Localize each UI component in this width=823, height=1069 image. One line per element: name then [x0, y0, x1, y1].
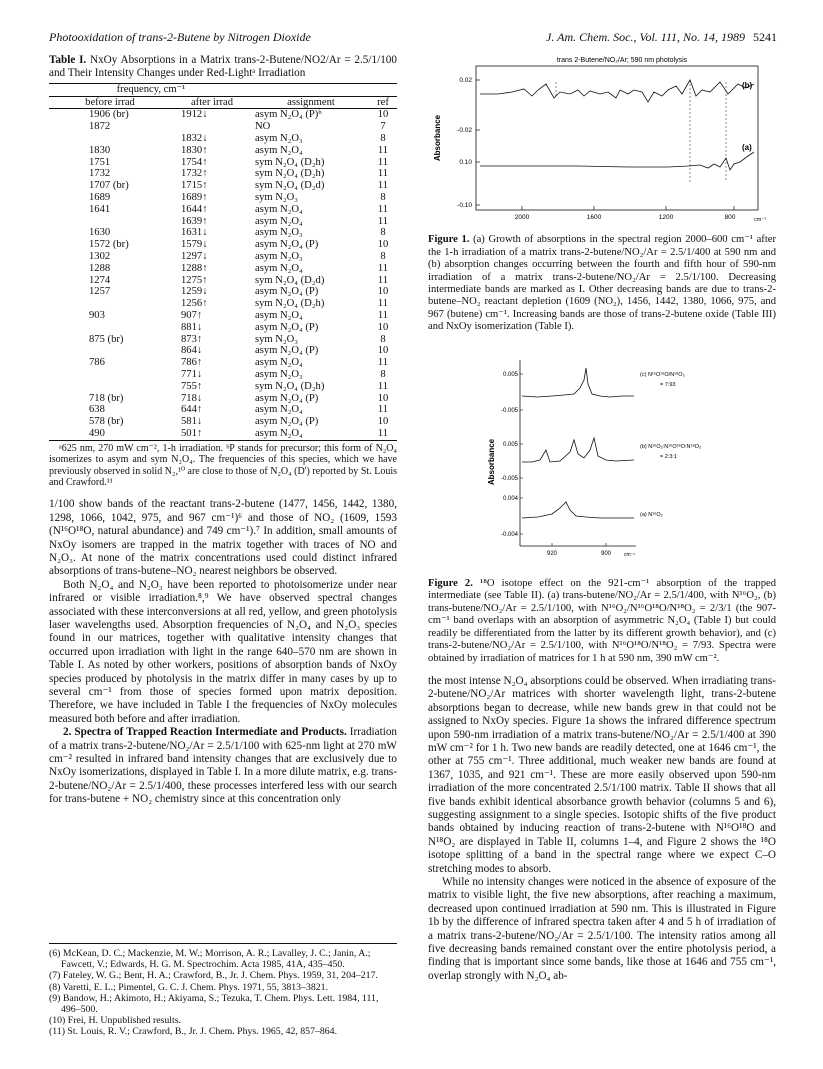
table-cell: 644↑: [181, 404, 203, 416]
table-cell: asym N₂O₄: [255, 203, 303, 215]
table-cell: 1832↓: [181, 133, 208, 144]
table-cell: 8: [380, 191, 386, 203]
table-row: [49, 121, 397, 133]
table-cell: asym N₂O₄: [255, 144, 303, 156]
table-row: [49, 239, 397, 251]
table-cell: 1689↑: [181, 191, 208, 203]
figure2-trace-b-ratio: = 2:3:1: [660, 453, 677, 460]
table-cell: 1732: [89, 168, 111, 180]
table-cell: 1302: [89, 250, 111, 262]
figure2-trace-b: [522, 438, 634, 462]
table-cell: 8: [380, 333, 386, 345]
table-cell: 1830: [89, 144, 111, 156]
table-cell: 8: [380, 368, 386, 380]
table-cell: 11: [377, 180, 389, 192]
table-row: [49, 286, 397, 298]
table-cell: 11: [377, 298, 389, 310]
section2-heading: 2. Spectra of Trapped Reaction Intermediate and Products.: [63, 726, 347, 739]
table-cell: 11: [369, 428, 397, 440]
table-row: [49, 345, 397, 357]
figure2-trace-c: [522, 368, 634, 397]
table-row: [49, 369, 397, 381]
figure1-ytick: 0.10: [459, 159, 472, 166]
right-column: [428, 54, 776, 983]
figure2-trace-a: [522, 502, 634, 518]
table-cell: [49, 298, 171, 310]
table-cell: 907↑: [181, 309, 203, 321]
figure1-caption: [428, 234, 776, 333]
table-cell: 10: [377, 416, 389, 428]
table-cell: 1259↓: [181, 286, 208, 298]
table-cell: 1641: [89, 203, 111, 215]
table-row: [49, 381, 397, 393]
table-cell: 1297↓: [181, 250, 208, 262]
figure2-ytick: -0.005: [500, 407, 518, 414]
table-cell: 718 (br): [89, 392, 124, 404]
table-cell: [49, 345, 171, 357]
table-cell: 875 (br): [89, 333, 124, 345]
figure2-spectrum: [428, 350, 776, 568]
figure2-trace-a-label: (a) N¹⁶O₂: [640, 511, 663, 518]
table-cell: 1912↓: [181, 109, 208, 121]
table-cell: 11: [377, 156, 389, 168]
table-cell: 1572 (br): [89, 239, 129, 251]
table-cell: 8: [380, 250, 386, 262]
table-cell: 1751: [89, 156, 111, 168]
figure2-caption: [428, 578, 776, 665]
table-cell: 1830↑: [181, 144, 208, 156]
table-cell: asym N₂O₄: [255, 262, 303, 274]
table-cell: 864↓: [181, 345, 203, 357]
table-cell: 578 (br): [89, 416, 124, 428]
table1-col-header: ref: [369, 96, 397, 109]
figure2-ytick: 0.005: [502, 371, 518, 378]
table-cell: 1631↓: [181, 227, 208, 239]
figure2-trace-c-label: (c) N¹⁶O¹⁶O/N¹⁸O₂: [640, 371, 685, 378]
figure1-ylabel: Absorbance: [433, 114, 442, 162]
table-cell: asym N₂O₃: [255, 250, 303, 262]
table-cell: 581↓: [181, 416, 203, 428]
table-cell: 1288: [89, 262, 111, 274]
table-cell: sym N₂O₄ (D₂h): [255, 298, 325, 310]
table-cell: asym N₂O₄ (P): [255, 392, 319, 404]
table-cell: asym N₂O₄: [255, 215, 303, 227]
figure1-xtick: 2000: [514, 214, 530, 221]
figure1-xtick: 800: [724, 214, 736, 221]
table-row: [49, 204, 397, 216]
figure1-xtick: 1200: [658, 214, 674, 221]
table-cell: [49, 322, 171, 334]
figure1-spectrum: [428, 54, 776, 230]
figure2-trace-b-label: (b) N¹⁶O₂:N¹⁶O¹⁸O:N¹⁸O₂: [640, 443, 702, 450]
table-cell: 7: [380, 121, 386, 133]
figure1-ytick: -0.10: [457, 202, 472, 209]
table1: [49, 83, 397, 441]
table-cell: 718↓: [181, 392, 203, 404]
table-cell: 11: [377, 404, 389, 416]
table-cell: 501↑: [171, 428, 253, 440]
figure1-trace-b: [480, 80, 754, 102]
table-cell: 10: [377, 345, 389, 357]
reference-item: (10) Frei, H. Unpublished results.: [49, 1015, 181, 1027]
figure2-ytick: 0.004: [502, 495, 518, 502]
table-cell: sym N₂O₃: [255, 333, 298, 345]
table-cell: asym N₂O₃: [255, 227, 303, 239]
table-cell: 755↑: [181, 380, 203, 392]
right-paragraph: While no intensity changes were noticed in the absence of exposure of the matrix to visible light, the five new absorptions, after reaching a maximum, decreased upon continued irradiation at 590 nm. This is illustrated in Figure 1b by the difference of infrared spectra taken after 4 and 5 h of irradiation of a matrix trans-2-butene/NO₂/Ar = 2.5/1/100. The intensity ratios among all five decreasing bands remained constant over the entire photolysis period, a finding that is important since some bands, like those at 1646 and 755 cm⁻¹, overlap strongly with N₂O₄ ab-: [428, 876, 776, 982]
left-paragraph: Both N₂O₄ and N₂O₃ have been reported to photoisomerize under near infrared or visible irradiation.⁸,⁹ We have observed spectral changes associated with these interconversions at all red, yellow, and green photolysis laser wavelengths used. Absorption frequencies of N₂O₄ and N₂O₃ species found in our matrices, together with qualitative intensity changes that occurred upon irradiation with light in the range 640–570 nm are shown in Table I. As noted by other workers, positions of absorption bands of NxOy species produced by photolysis in the matrix differ in many cases by up to several cm⁻¹ from those of species formed upon matrix deposition. Therefore, we have included in Table I the frequencies of NxOy molecules measured both before and after irradiation.: [49, 578, 397, 725]
table-cell: [171, 121, 253, 133]
table-cell: 11: [377, 274, 389, 286]
table-row: [49, 168, 397, 180]
table-cell: 1256↑: [181, 298, 208, 310]
table-cell: 11: [377, 309, 389, 321]
table-cell: asym N₂O₄ (P): [255, 286, 319, 298]
table-cell: 8: [380, 227, 386, 239]
table-row: [49, 310, 397, 322]
table-cell: 1715↑: [181, 180, 208, 192]
left-column: [49, 54, 397, 807]
table-cell: asym N₂O₄: [253, 428, 369, 440]
figure2-ytick: -0.004: [500, 531, 518, 538]
table-cell: asym N₂O₄ (P)ᵇ: [255, 109, 322, 121]
table-cell: 786↑: [181, 357, 203, 369]
table-row: [49, 251, 397, 263]
table-cell: sym N₂O₄ (D₂d): [255, 274, 325, 286]
figure1-caption-text: (a) Growth of absorptions in the spectral region 2000–600 cm⁻¹ after the 1-h irradiation of a matrix trans-2-butene/NO₂/Ar = 2.5/1/400 at 590 nm and (b) absorption changes occurring between the fourth and fifth hour of 590-nm irradiation of a matrix trans-2-butene/NO₂/Ar = 2.5/1/100. Decreasing intermediate bands are marked as I. Other decreasing bands are due to trans-2-butene–NO₂ reactant depletion (1609 (NO₂), 1456, 1442, 1380, 1066, 975, and 967 (butene) cm⁻¹. Increasing bands are those of trans-2-butene oxide (Table III) and NxOy isomerization (Table I).: [428, 234, 777, 333]
table-row: [49, 109, 397, 121]
table-cell: asym N₂O₄ (P): [255, 239, 319, 251]
table-row: [49, 404, 397, 416]
table1-caption: [49, 54, 397, 81]
right-paragraph: the most intense N₂O₄ absorptions could be observed. When irradiating trans-2-butene/NO₂/Ar matrices with shorter wavelength light, trans-2-butene absorptions began to decrease, while new bands grew in that could not be assigned to NxOy species. Figure 1a shows the infrared difference spectrum upon 590-nm irradiation of a matrix trans-butene/NO₂/Ar = 2.5/1/400 at 390 mW cm⁻² for 1 h. Two new bands are readily detected, one at 1646 cm⁻¹, the other at 755 cm⁻¹. Three additional, much weaker new bands are found at 1367, 1035, and 921 cm⁻¹. These are more easily observed upon 590-nm irradiation of the more concentrated 2.5/1/100 matrix. Table II shows that all five bands exhibit identical absorbance growth behavior (columns 5 and 6), suggesting assignment to a single species. Isotopic shifts of the five product bands obtained by inducing reaction of trans-2-butene with N¹⁶O¹⁸O and N¹⁸O₂ are displayed in Table II, columns 1–4, and Figure 2 shows the ¹⁸O isotope splitting of a band in the spectral range where we expect C–O stretching modes to absorb.: [428, 674, 776, 875]
table-cell: asym N₂O₄ (P): [255, 321, 319, 333]
table-cell: 11: [377, 203, 389, 215]
table-cell: sym N₂O₄ (D₂h): [255, 168, 325, 180]
section2-text: Irradiation of a matrix trans-2-butene/NO₂/Ar = 2.5/1/100 with 625-nm light at 270 mW cm⁻² resulted in infrared band intensity changes that are exclusively due to NxOy isomerizations, displayed in Table I. In a more dilute matrix, e.g. trans-2-butene/NO₂/Ar = 2.5/1/400, these processes interfered less with our search for trans-butene + NO₂ chemistry since at this concentration only: [49, 726, 398, 806]
table1-label: Table I.: [49, 54, 87, 66]
reference-item: (11) St. Louis, R. V.; Crawford, B., Jr. J. Chem. Phys. 1965, 42, 857–864.: [49, 1026, 338, 1038]
table1-col-header: assignment: [253, 96, 369, 109]
reference-item: (8) Varetti, E. L.; Pimentel, G. C. J. Chem. Phys. 1971, 55, 3813–3821.: [49, 981, 329, 993]
table-row: [49, 298, 397, 310]
figure1-trace-b-label: (b): [742, 81, 753, 90]
table-cell: asym N₂O₄: [255, 357, 303, 369]
table-cell: 10: [377, 239, 389, 251]
table1-caption-text: NxOy Absorptions in a Matrix trans-2-Butene/NO2/Ar = 2.5/1/100 and Their Intensity Changes under Red-Lightᵃ Irradiation: [49, 54, 397, 80]
references: [49, 943, 397, 1038]
table-cell: 10: [377, 392, 389, 404]
figure1-caption-label: Figure 1.: [428, 234, 470, 246]
table-cell: 1579↓: [181, 239, 208, 251]
left-paragraph: 1/100 show bands of the reactant trans-2-butene (1477, 1456, 1442, 1380, 1298, 1066, 1042, 975, and 967 cm⁻¹)⁶ and those of NO₂ (1609, 1593 (N¹⁶O¹⁸O, natural abundance) and 749 cm⁻¹).⁷ In addition, small amounts of NxOy isomers are trapped in the matrix together with traces of NO and N₂O₃. At none of the matrix concentrations used could distinct infrared absorptions of trans-butene–NO₂ nearest neighbors be observed.: [49, 498, 397, 578]
figure2-xtick: 900: [600, 550, 612, 557]
table1-group-header: frequency, cm⁻¹: [49, 83, 253, 96]
table-cell: 8: [380, 133, 386, 144]
table-cell: sym N₂O₄ (D₂h): [255, 380, 325, 392]
table-cell: asym N₂O₄: [255, 404, 303, 416]
table-cell: [49, 133, 171, 145]
table-row: [49, 322, 397, 334]
table-cell: 771↓: [181, 368, 203, 380]
figure1-xtick: 1600: [586, 214, 602, 221]
table-row: [49, 275, 397, 287]
figure2-ytick: 0.005: [502, 441, 518, 448]
table-row: [49, 334, 397, 346]
table-cell: 903: [89, 309, 105, 321]
table-cell: asym N₂O₄ (P): [255, 345, 319, 357]
journal-citation: [546, 30, 777, 45]
table-cell: asym N₂O₃: [255, 133, 303, 144]
figure1-trace-a: [480, 152, 754, 170]
figure2-xtick: 920: [546, 550, 558, 557]
table-cell: 1906 (br): [89, 109, 129, 121]
figure2-caption-label: Figure 2.: [428, 578, 473, 590]
table-row: [49, 357, 397, 369]
table-cell: 1639↑: [181, 215, 208, 227]
table-cell: [49, 381, 171, 393]
table-cell: 1872: [89, 121, 111, 133]
figure2-ylabel: Absorbance: [487, 438, 496, 485]
table-row: [49, 133, 397, 145]
table-cell: 1257: [89, 286, 111, 298]
table-cell: 1707 (br): [89, 180, 129, 192]
figure2-caption-text: ¹⁸O isotope effect on the 921-cm⁻¹ absorption of the trapped intermediate (see Table II). (a) trans-butene/NO₂/Ar = 2.5/1/400, with N¹⁶O₂, (b) trans-butene/NO₂/Ar = 2.5/1/100, with N¹⁶O₂/N¹⁶O¹⁸O/N¹⁸O₂ = 2/3/1 (the 907-cm⁻¹ band overlaps with an absorption of asymmetric N₂O₄ (Table I) but could readily be differentiated from the latter by its different growth behavior), and (c) trans-2-butene/NO₂/Ar = 2.5/1/100, with N¹⁶O¹⁸O/N¹⁸O₂ = 7/93. Spectra were obtained by irradiation of matrices for 1 h at 590 nm, 390 mW cm⁻².: [428, 578, 777, 664]
journal-name: J. Am. Chem. Soc., Vol. 111, No. 14, 1989: [546, 30, 745, 44]
figure1-xunit: cm⁻¹: [754, 217, 767, 223]
table-cell: [49, 369, 171, 381]
table-cell: 490: [49, 428, 171, 440]
table1-footnote: ᵃ625 nm, 270 mW cm⁻², 1-h irradiation. ᵇP stands for precursor; this form of N₂O₄ isomerizes to asym and sym N₂O₄. The frequencies of this species, which we have previously observed in solid N₂,¹⁰ are close to those of N₂O₄ (D') reported by St. Louis and Crawford.¹¹: [49, 442, 397, 488]
section2-paragraph: [49, 726, 397, 806]
table-row: [49, 263, 397, 275]
table-cell: sym N₂O₃: [255, 191, 298, 203]
table-cell: 11: [377, 357, 389, 369]
table-row: [49, 145, 397, 157]
page-number: 5241: [753, 30, 777, 44]
table-cell: 11: [377, 262, 389, 274]
table-cell: 1288↑: [181, 262, 208, 274]
table-cell: 1689: [89, 191, 111, 203]
figure1-ytick: -0.02: [457, 127, 472, 134]
table1-body: [49, 109, 397, 440]
table-row: [49, 393, 397, 405]
table-cell: sym N₂O₄ (D₂h): [255, 156, 325, 168]
table-row: [49, 227, 397, 239]
table-cell: sym N₂O₄ (D₂d): [255, 180, 325, 192]
table-cell: asym N₂O₄: [255, 309, 303, 321]
table-cell: 1732↑: [181, 168, 208, 180]
table-cell: 1274: [89, 274, 111, 286]
table-cell: 10: [377, 286, 389, 298]
figure2-trace-c-ratio: = 7:93: [660, 381, 676, 388]
table1-col-header: after irrad: [171, 96, 253, 109]
figure2-ytick: -0.005: [500, 475, 518, 482]
table-cell: 1644↑: [181, 203, 208, 215]
figure1-frame: [476, 66, 758, 210]
table-cell: 11: [377, 380, 389, 392]
figure2-xunit: cm⁻¹: [624, 551, 635, 558]
table-cell: asym N₂O₃: [255, 368, 303, 380]
table-row: [49, 416, 397, 428]
table-cell: 11: [377, 168, 389, 180]
table1-col-header: before irrad: [49, 96, 171, 109]
table-row: [49, 180, 397, 192]
table-row: [49, 157, 397, 169]
running-title: Photooxidation of trans-2-Butene by Nitrogen Dioxide: [49, 30, 311, 44]
table-cell: 10: [377, 109, 389, 121]
table-row: [49, 428, 397, 440]
table-cell: 11: [377, 215, 389, 227]
table-cell: [49, 216, 171, 228]
table-cell: 1754↑: [181, 156, 208, 168]
table-row: [49, 192, 397, 204]
table-cell: 11: [377, 144, 389, 156]
table-cell: 881↓: [181, 321, 203, 333]
table-cell: 786: [89, 357, 105, 369]
table-cell: 1630: [89, 227, 111, 239]
table-cell: 1275↑: [181, 274, 208, 286]
table-cell: NO: [255, 121, 271, 133]
reference-item: (9) Bandow, H.; Akimoto, H.; Akiyama, S.; Tezuka, T. Chem. Phys. Lett. 1984, 111, 496–500.: [49, 992, 379, 1016]
reference-item: (6) McKean, D. C.; Mackenzie, M. W.; Morrison, A. R.; Lavalley, J. C.; Janin, A.; Fawcett, V.; Edwards, H. G. M. Spectrochim. Acta 1985, 41A, 435–450.: [49, 948, 371, 971]
table-row: [49, 216, 397, 228]
table-cell: 638: [89, 404, 105, 416]
reference-item: (7) Fateley, W. G.; Bent, H. A.; Crawford, B., Jr. J. Chem. Phys. 1959, 31, 204–217.: [49, 970, 378, 982]
table-cell: asym N₂O₄ (P): [255, 416, 319, 428]
figure1-ytick: 0.02: [459, 77, 472, 84]
figure1-title: trans 2-Butene/NO₂/Ar; 590 nm photolysis: [556, 57, 688, 64]
table-cell: 10: [377, 321, 389, 333]
figure1-trace-a-label: (a): [742, 143, 752, 152]
table-cell: 873↑: [181, 333, 203, 345]
